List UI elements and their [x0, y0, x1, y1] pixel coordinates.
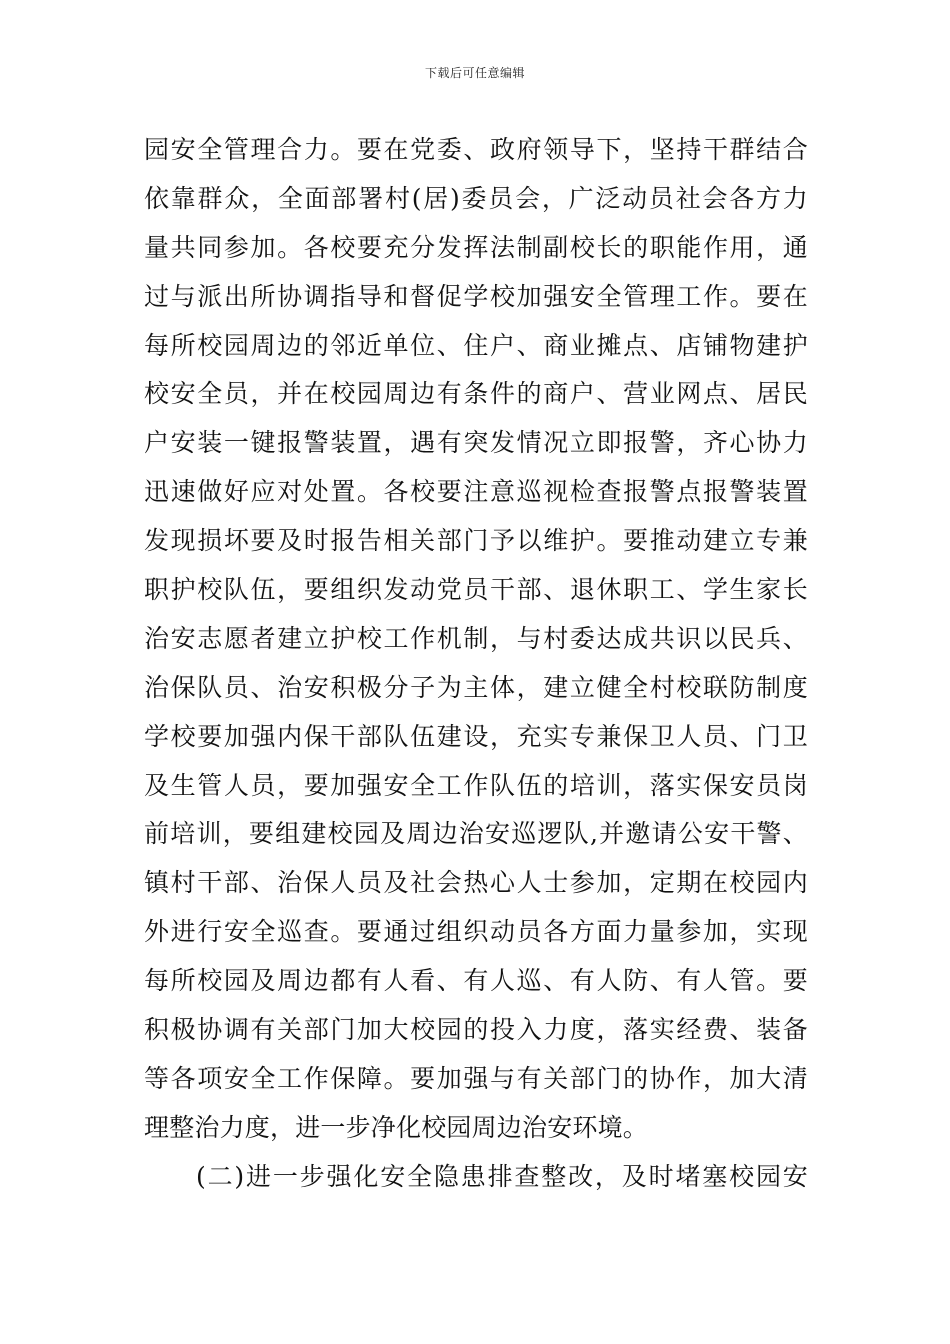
text-line: 治保队员、治安积极分子为主体，建立健全村校联防制度	[144, 672, 808, 702]
text-line: 前培训，要组建校园及周边治安巡逻队,并邀请公安干警、	[144, 819, 808, 849]
text-line: 迅速做好应对处置。各校要注意巡视检查报警点报警装置	[144, 477, 808, 507]
document-body	[144, 126, 808, 1202]
text-line: 校安全员，并在校园周边有条件的商户、营业网点、居民	[144, 379, 808, 409]
text-line: 户安装一键报警装置，遇有突发情况立即报警，齐心协力	[144, 428, 808, 458]
text-line: 园安全管理合力。要在党委、政府领导下，坚持干群结合	[144, 135, 808, 164]
text-line: 职护校队伍，要组织发动党员干部、退休职工、学生家长	[144, 575, 808, 605]
text-line: 依靠群众，全面部署村(居)委员会，广泛动员社会各方力	[144, 183, 808, 213]
text-line: 过与派出所协调指导和督促学校加强安全管理工作。要在	[144, 281, 808, 311]
text-line: 学校要加强内保干部队伍建设，充实专兼保卫人员、门卫	[144, 721, 808, 751]
text-line: 积极协调有关部门加大校园的投入力度，落实经费、装备	[144, 1015, 808, 1045]
page-header: 下载后可任意编辑	[424, 66, 525, 80]
text-line: 外进行安全巡查。要通过组织动员各方面力量参加，实现	[144, 917, 808, 947]
text-line: 每所校园及周边都有人看、有人巡、有人防、有人管。要	[144, 966, 808, 996]
text-line: 等各项安全工作保障。要加强与有关部门的协作，加大清	[144, 1063, 808, 1093]
text-line: 及生管人员，要加强安全工作队伍的培训，落实保安员岗	[144, 770, 808, 800]
section-heading-line: (二)进一步强化安全隐患排查整改，及时堵塞校园安	[196, 1161, 808, 1191]
text-line: 镇村干部、治保人员及社会热心人士参加，定期在校园内	[144, 868, 808, 898]
text-line: 发现损坏要及时报告相关部门予以维护。要推动建立专兼	[144, 526, 808, 556]
text-line: 每所校园周边的邻近单位、住户、商业摊点、店铺物建护	[144, 330, 808, 360]
text-line: 量共同参加。各校要充分发挥法制副校长的职能作用，通	[144, 232, 808, 262]
text-line: 治安志愿者建立护校工作机制，与村委达成共识以民兵、	[144, 623, 808, 653]
paragraph-end-line: 理整治力度，进一步净化校园周边治安环境。	[144, 1112, 649, 1142]
